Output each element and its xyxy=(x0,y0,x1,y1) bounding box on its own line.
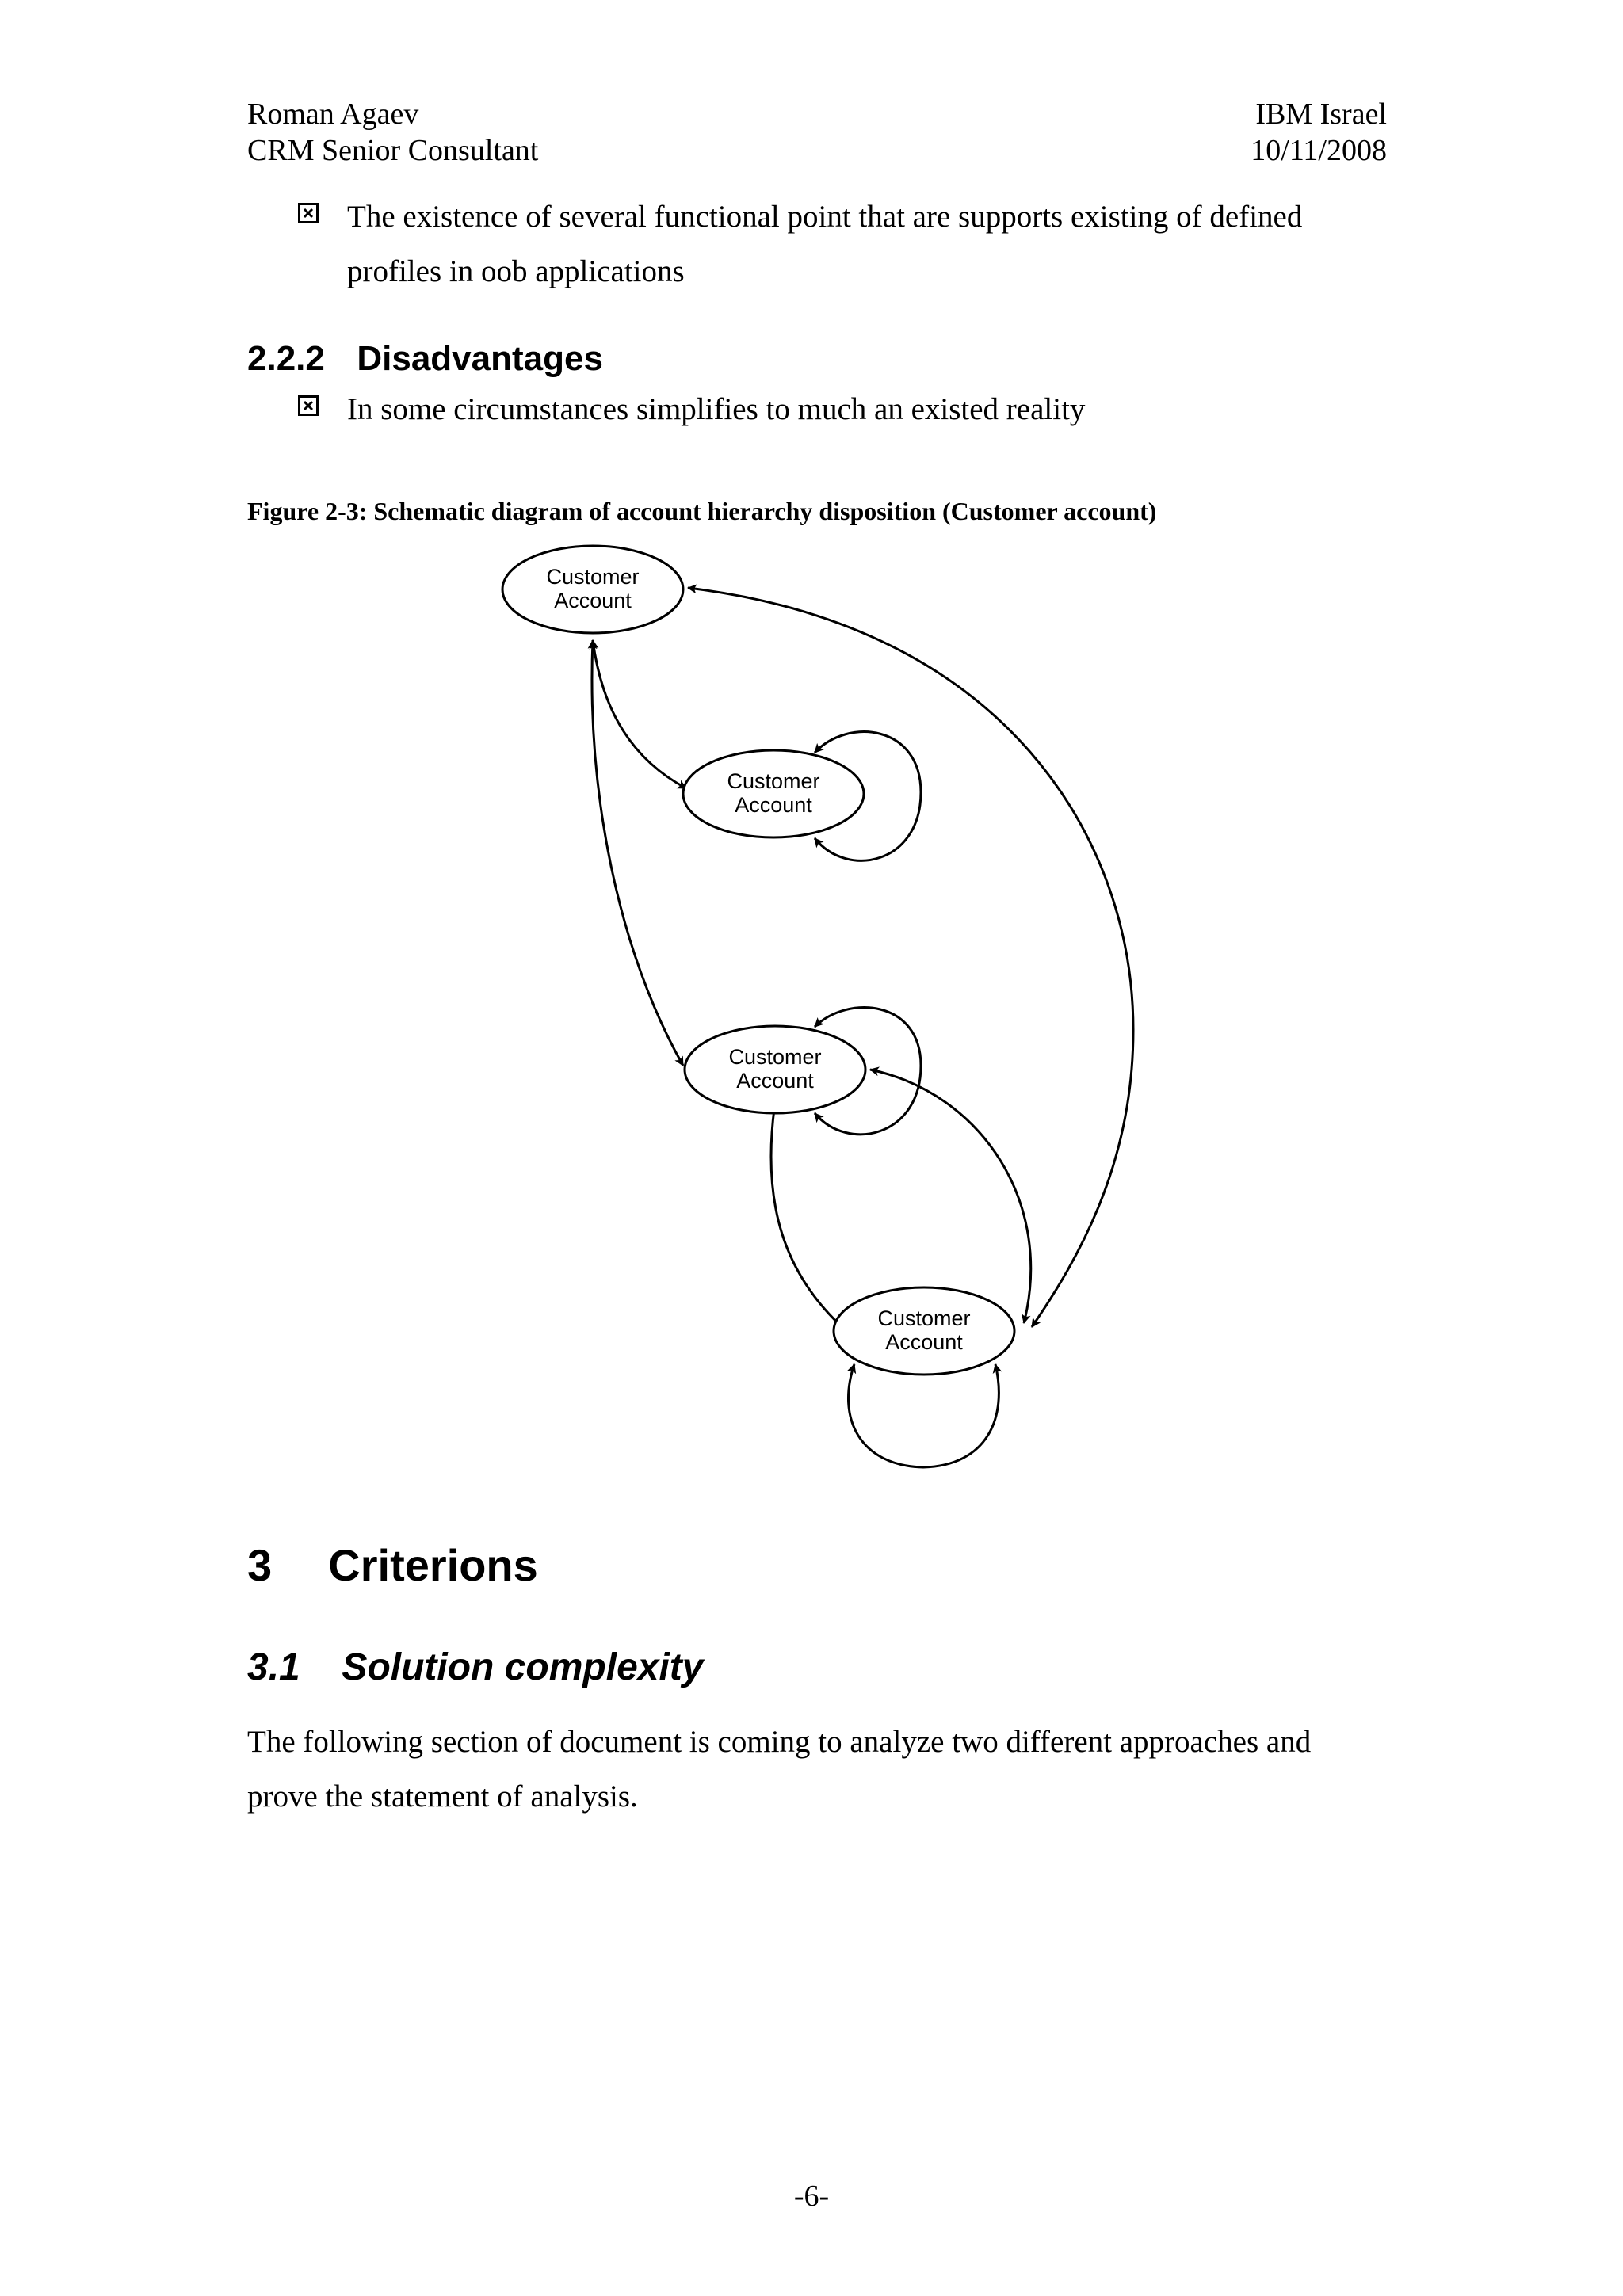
advantage-bullet-line1: The existence of several functional point that are supports existing of defined xyxy=(347,200,1303,234)
header-role: CRM Senior Consultant xyxy=(247,134,539,167)
node-label-line1: Customer xyxy=(546,565,640,589)
node-label-line1: Customer xyxy=(728,1045,822,1069)
node-1 xyxy=(502,546,683,633)
node-label-line2: Account xyxy=(554,589,632,612)
section-paragraph xyxy=(247,1714,1404,1824)
node-label-line1: Customer xyxy=(727,769,820,793)
edge-3-4-left xyxy=(771,1103,846,1331)
disadvantage-bullet-text: In some circumstances simplifies to much an existed reality xyxy=(347,392,1086,426)
header-author: Roman Agaev xyxy=(247,97,419,131)
advantage-bullet-line2: profiles in oob applications xyxy=(347,254,685,288)
edge-1-2 xyxy=(593,640,686,788)
header-date: 10/11/2008 xyxy=(1251,134,1387,167)
section-heading-criterions xyxy=(247,1539,538,1591)
section-heading-solution-complexity xyxy=(247,1646,703,1689)
node-label-line2: Account xyxy=(885,1330,963,1354)
node-label-line2: Account xyxy=(735,793,812,817)
edge-1-3 xyxy=(592,640,683,1066)
section-title: Solution complexity xyxy=(342,1646,704,1688)
paragraph-line1: The following section of document is coming to analyze two different approaches and xyxy=(247,1725,1312,1759)
header-company: IBM Israel xyxy=(1255,97,1387,131)
self-loop-4 xyxy=(848,1364,999,1467)
edge-1-4 xyxy=(688,588,1133,1327)
paragraph-line2: prove the statement of analysis. xyxy=(247,1779,638,1814)
section-number: 3.1 xyxy=(247,1646,300,1688)
figure-caption: Figure 2-3: Schematic diagram of account hierarchy disposition (Customer account) xyxy=(247,497,1157,525)
node-4 xyxy=(834,1287,1014,1375)
page-number: -6- xyxy=(793,2180,830,2213)
node-2 xyxy=(683,750,864,837)
node-label-line1: Customer xyxy=(877,1306,971,1330)
node-3 xyxy=(685,1026,865,1113)
section-title: Disadvantages xyxy=(357,339,603,378)
section-number: 2.2.2 xyxy=(247,339,325,378)
section-title: Criterions xyxy=(328,1540,538,1590)
edge-3-4-right xyxy=(870,1070,1031,1323)
node-label-line2: Account xyxy=(736,1069,814,1093)
section-number: 3 xyxy=(247,1540,273,1590)
